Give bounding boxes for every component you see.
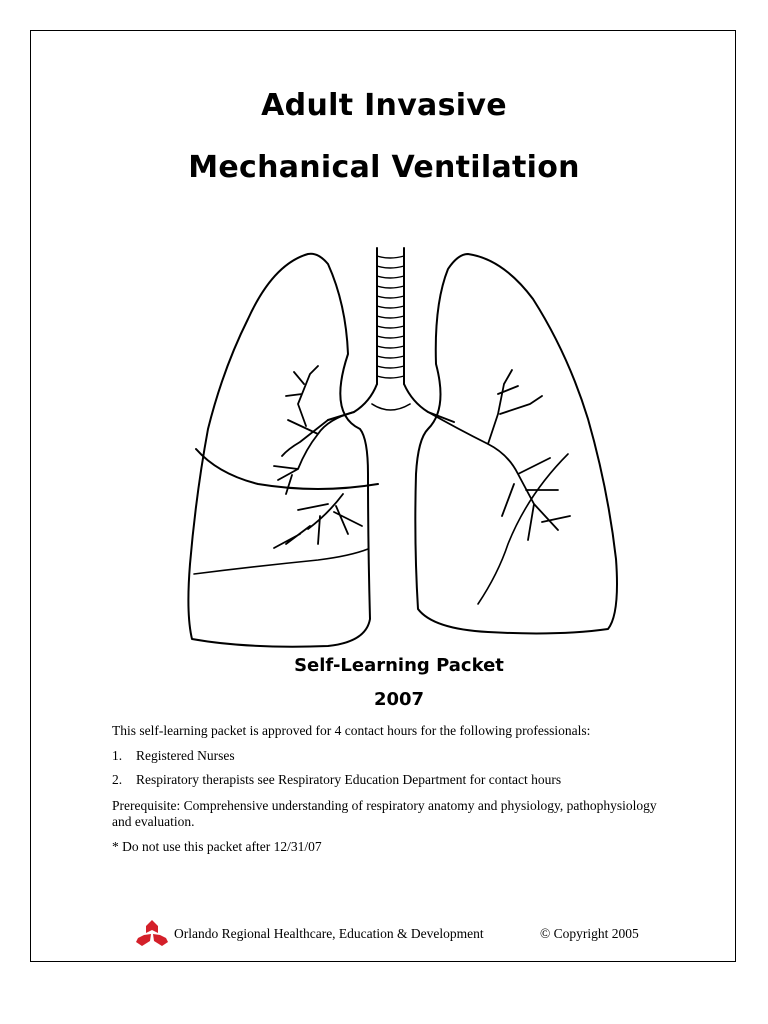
list-number: 2. (112, 772, 123, 787)
subtitle-line-1: Self-Learning Packet (294, 655, 504, 676)
subtitle-year: 2007 (373, 689, 425, 710)
list-item (112, 772, 672, 788)
lungs-illustration (178, 244, 628, 654)
intro-paragraph: This self-learning packet is approved for 4 contact hours for the following professionals: (112, 723, 591, 738)
expiration-note: * Do not use this packet after 12/31/07 (112, 839, 322, 854)
title-line-1: Adult Invasive (261, 88, 507, 123)
organization-name: Orlando Regional Healthcare, Education & Development (174, 926, 484, 941)
list-text: Registered Nurses (136, 748, 235, 763)
list-item (112, 748, 672, 764)
title-line-2: Mechanical Ventilation (188, 150, 580, 185)
list-number: 1. (112, 748, 123, 763)
footer (134, 918, 694, 948)
prerequisite-paragraph: Prerequisite: Comprehensive understanding of respiratory anatomy and physiology, pathophysiology and evaluation. (112, 798, 657, 829)
copyright-text: © Copyright 2005 (540, 926, 639, 941)
list-text: Respiratory therapists see Respiratory Education Department for contact hours (136, 772, 562, 787)
orh-logo-icon (134, 918, 170, 948)
